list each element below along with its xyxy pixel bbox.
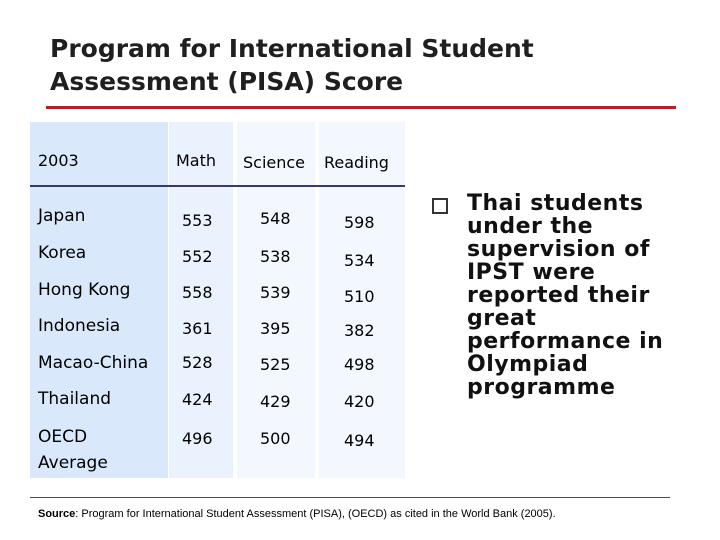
row-reading: 494: [344, 431, 375, 450]
row-reading: 534: [344, 251, 375, 270]
row-science: 500: [260, 429, 291, 448]
bullet-text: Thai students under the supervision of IPST were reported their great performance in Olympiad programme: [467, 191, 664, 400]
source-label: Source: [38, 508, 76, 520]
header-science: Science: [243, 153, 306, 172]
row-country: Hong Kong: [38, 280, 131, 300]
row-science: 395: [260, 319, 291, 338]
row-science: 525: [260, 355, 291, 374]
source-text: : Program for International Student Assessment (PISA), (OECD) as cited in the World Bank (2005).: [75, 508, 556, 520]
row-country: Macao-China: [38, 353, 149, 373]
row-country: OECD Average: [38, 427, 108, 473]
slide-title: Program for International Student Assessment (PISA) Score: [50, 34, 534, 96]
row-science: 548: [260, 209, 291, 228]
row-country: Indonesia: [38, 316, 121, 336]
row-reading: 382: [344, 321, 375, 340]
row-math: 553: [182, 211, 213, 230]
row-country: Korea: [38, 243, 87, 263]
row-math: 424: [182, 390, 213, 409]
row-reading: 420: [344, 392, 375, 411]
header-year: 2003: [38, 151, 79, 170]
row-math: 496: [182, 429, 213, 448]
row-math: 528: [182, 353, 213, 372]
header-reading: Reading: [324, 153, 389, 172]
row-math: 361: [182, 319, 213, 338]
row-math: 552: [182, 247, 213, 266]
row-country: Japan: [38, 206, 86, 226]
row-science: 538: [260, 247, 291, 266]
bullet-square-icon: [432, 198, 448, 214]
header-divider: [30, 185, 405, 187]
footer-divider: [30, 497, 670, 498]
row-country: Thailand: [38, 389, 112, 409]
row-reading: 510: [344, 287, 375, 306]
source-note: [38, 508, 556, 520]
row-math: 558: [182, 283, 213, 302]
row-reading: 598: [344, 213, 375, 232]
row-science: 539: [260, 283, 291, 302]
row-science: 429: [260, 392, 291, 411]
title-divider: [46, 106, 676, 109]
header-math: Math: [176, 151, 217, 170]
row-reading: 498: [344, 355, 375, 374]
